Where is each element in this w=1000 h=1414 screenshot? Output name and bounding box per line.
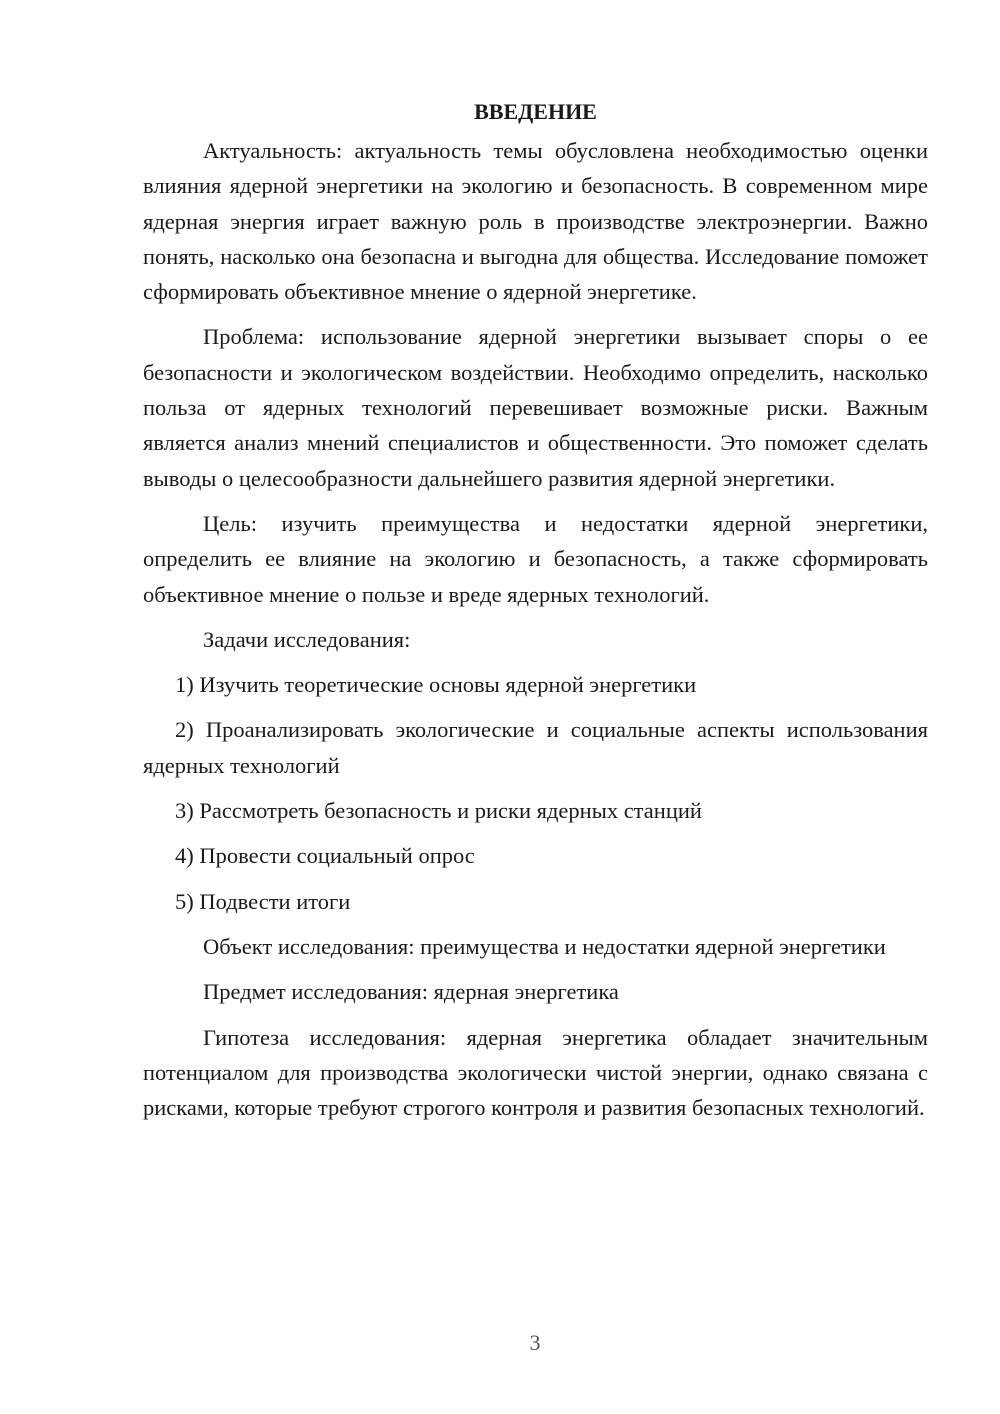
paragraph-subject: Предмет исследования: ядерная энергетика [203, 979, 619, 1005]
document-page [143, 96, 928, 1135]
tasks-heading: Задачи исследования: [203, 626, 411, 652]
paragraph-goal: Цель: изучить преимущества и недостатки ядерной энергетики, определить ее влияние на экологию и безопасность, а также сформировать объективное мнение о пользе и вреде ядерных технологий. [143, 510, 928, 607]
paragraph-object: Объект исследования: преимущества и недостатки ядерной энергетики [203, 933, 886, 959]
task-item-5: 5) Подвести итоги [175, 888, 351, 914]
section-title: ВВЕДЕНИЕ [474, 99, 597, 124]
paragraph-relevance: Актуальность: актуальность темы обусловлена необходимостью оценки влияния ядерной энергетики на экологию и безопасность. В современном мире ядерная энергия играет важную роль в производстве электроэнергии. Важно понять, насколько она безопасна и выгодна для общества. Исследование поможет сформировать объективное мнение о ядерной энергетике. [143, 138, 928, 305]
task-item-1: 1) Изучить теоретические основы ядерной энергетики [175, 672, 697, 698]
page-number: 3 [529, 1330, 541, 1355]
task-item-4: 4) Провести социальный опрос [175, 843, 475, 869]
task-item-3: 3) Рассмотреть безопасность и риски ядерных станций [175, 798, 702, 824]
paragraph-hypothesis: Гипотеза исследования: ядерная энергетика обладает значительным потенциалом для производства экологически чистой энергии, однако связана с рисками, которые требуют строгого контроля и развития безопасных технологий. [143, 1024, 928, 1121]
paragraph-problem: Проблема: использование ядерной энергетики вызывает споры о ее безопасности и экологическом воздействии. Необходимо определить, насколько польза от ядерных технологий перевешивает возможные риски. Важным является анализ мнений специалистов и общественности. Это поможет сделать выводы о целесообразности дальнейшего развития ядерной энергетики. [143, 324, 928, 491]
task-item-2: 2) Проанализировать экологические и социальные аспекты использования ядерных технологий [143, 717, 928, 778]
